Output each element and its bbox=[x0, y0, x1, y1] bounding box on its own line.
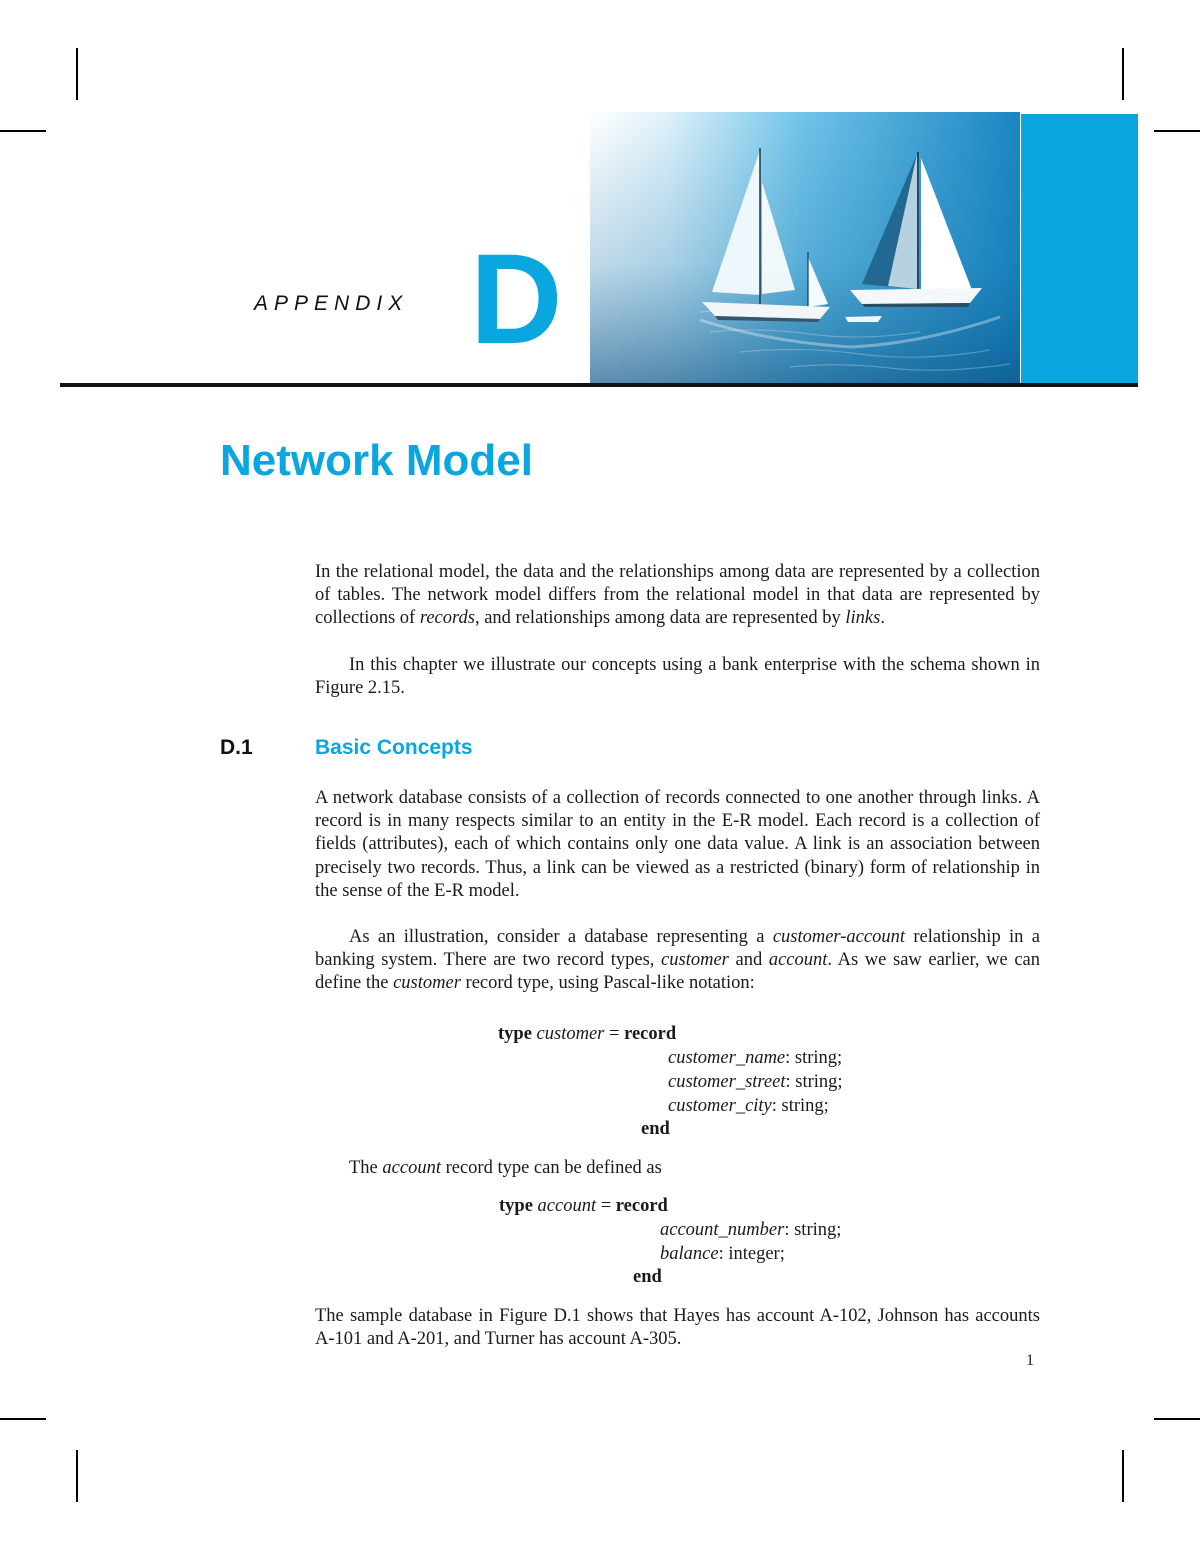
account-field-balance: balance: integer; bbox=[660, 1244, 785, 1264]
section-title: Basic Concepts bbox=[315, 736, 473, 759]
section-number: D.1 bbox=[220, 736, 253, 759]
account-def-line: type account = record bbox=[499, 1196, 668, 1216]
crop-mark-bottom-left-v bbox=[76, 1450, 78, 1502]
account-field-number: account_number: string; bbox=[660, 1220, 842, 1240]
section-paragraph-2: As an illustration, consider a database representing a customer-account relationship in a banking system. There are two record types, customer and account. As we saw earlier, we can define the customer record type, using Pascal-like notation: bbox=[315, 927, 1040, 994]
appendix-letter: D bbox=[470, 228, 563, 371]
crop-mark-top-left-h bbox=[0, 130, 46, 132]
header-accent-block bbox=[1021, 114, 1138, 386]
page-number: 1 bbox=[1026, 1352, 1034, 1369]
customer-field-street: customer_street: string; bbox=[668, 1072, 843, 1092]
customer-def-line: type customer = record bbox=[498, 1024, 677, 1044]
customer-field-name: customer_name: string; bbox=[668, 1048, 843, 1068]
section-paragraph-4: The sample database in Figure D.1 shows that Hayes has account A-102, Johnson has accounts A-101 and A-201, and Turner has account A-305. bbox=[315, 1306, 1040, 1350]
account-def-end: end bbox=[633, 1267, 662, 1287]
appendix-label: APPENDIX bbox=[254, 292, 409, 315]
section-paragraph-3: The account record type can be defined as bbox=[349, 1158, 662, 1178]
customer-field-city: customer_city: string; bbox=[668, 1096, 829, 1116]
intro-paragraph-1: In the relational model, the data and the relationships among data are represented by a collection of tables. The network model differs from the relational model in that data are represented by collections of records, and relationships among data are represented by links. bbox=[315, 562, 1040, 629]
customer-def-end: end bbox=[641, 1119, 670, 1139]
chapter-title: Network Model bbox=[220, 436, 533, 485]
header-sailboat-image bbox=[590, 112, 1020, 384]
crop-mark-top-right-v bbox=[1122, 48, 1124, 100]
section-paragraph-1: A network database consists of a collection of records connected to one another through links. A record is in many respects similar to an entity in the E-R model. Each record is a collection of fields (attributes), each of which contains only one data value. A link is an association between precisely two records. Thus, a link can be viewed as a restricted (binary) form of relationship in the sense of the E-R model. bbox=[315, 788, 1040, 901]
crop-mark-bottom-left-h bbox=[0, 1418, 46, 1420]
crop-mark-bottom-right-h bbox=[1154, 1418, 1200, 1420]
crop-mark-top-right-h bbox=[1154, 130, 1200, 132]
intro-paragraph-2: In this chapter we illustrate our concepts using a bank enterprise with the schema shown in Figure 2.15. bbox=[315, 655, 1040, 699]
crop-mark-bottom-right-v bbox=[1122, 1450, 1124, 1502]
header-rule bbox=[60, 383, 1138, 387]
crop-mark-top-left-v bbox=[76, 48, 78, 100]
